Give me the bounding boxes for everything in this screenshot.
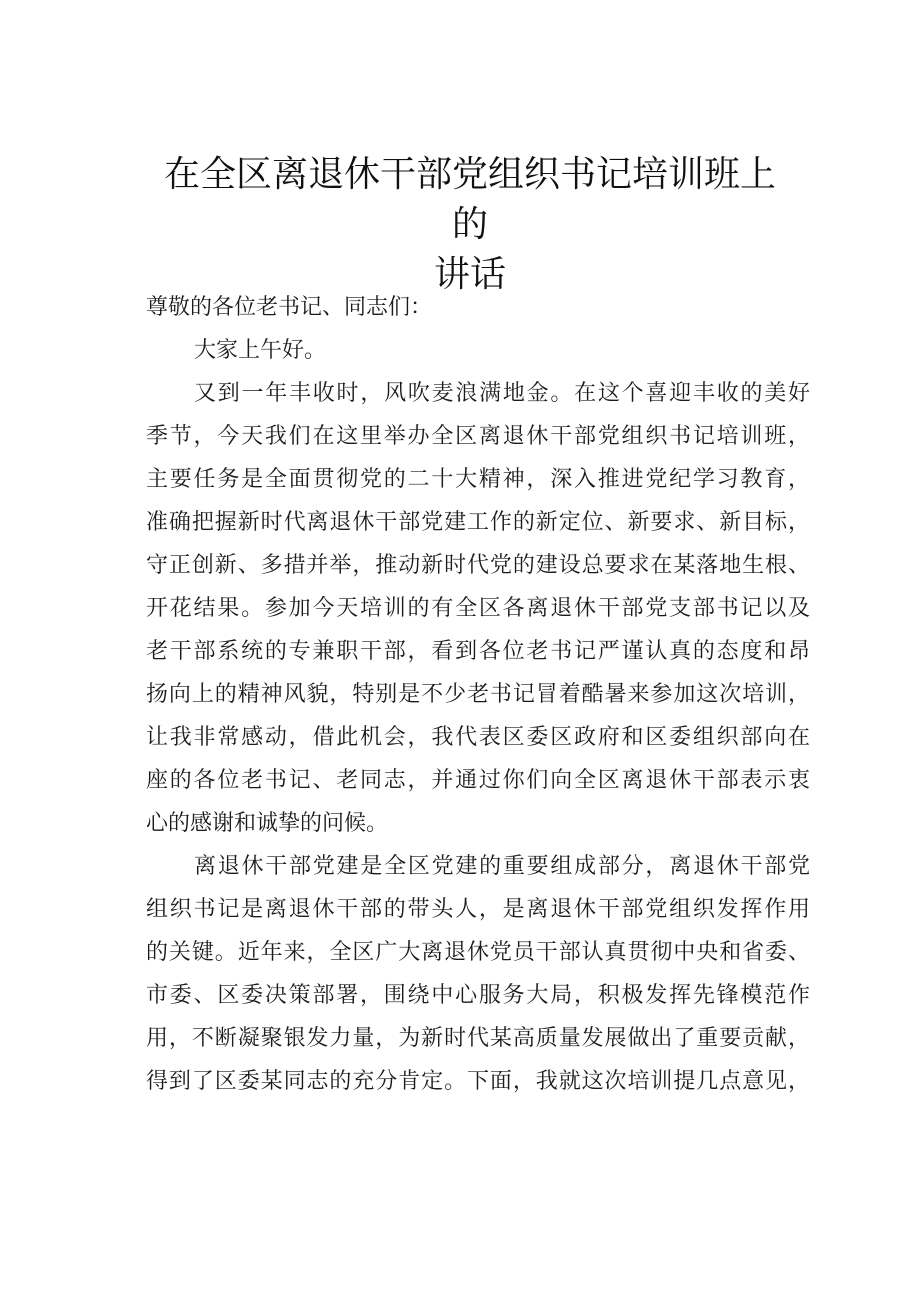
paragraph-1-line: 座的各位老书记、老同志，并通过你们向全区离退休干部表示衷 bbox=[146, 768, 810, 793]
paragraph-1-line: 让我非常感动，借此机会，我代表区委区政府和区委组织部向在 bbox=[146, 725, 810, 750]
greeting: 大家上午好。 bbox=[194, 338, 327, 363]
paragraph-2-line: 离退休干部党建是全区党建的重要组成部分，离退休干部党 bbox=[194, 854, 810, 879]
paragraph-1-line: 准确把握新时代离退休干部党建工作的新定位、新要求、新目标， bbox=[146, 510, 810, 535]
paragraph-2-line: 市委、区委决策部署，围绕中心服务大局，积极发挥先锋模范作 bbox=[146, 983, 810, 1008]
paragraph-1-line: 开花结果。参加今天培训的有全区各离退休干部党支部书记以及 bbox=[146, 596, 810, 621]
title-line-2: 讲话 bbox=[433, 254, 506, 295]
paragraph-1-line: 守正创新、多措并举，推动新时代党的建设总要求在某落地生根、 bbox=[146, 553, 810, 578]
paragraph-1-line: 季节，今天我们在这里举办全区离退休干部党组织书记培训班， bbox=[146, 424, 810, 449]
paragraph-2-line: 用，不断凝聚银发力量，为新时代某高质量发展做出了重要贡献， bbox=[146, 1026, 810, 1051]
paragraph-1-line: 老干部系统的专兼职干部，看到各位老书记严谨认真的态度和昂 bbox=[146, 639, 810, 664]
document-title bbox=[150, 150, 790, 300]
paragraph-2-line: 组织书记是离退休干部的带头人，是离退休干部党组织发挥作用 bbox=[146, 897, 810, 922]
paragraph-2-line: 得到了区委某同志的充分肯定。下面，我就这次培训提几点意见， bbox=[146, 1069, 810, 1094]
paragraph-1-line: 又到一年丰收时，风吹麦浪满地金。在这个喜迎丰收的美好 bbox=[194, 381, 810, 406]
paragraph-1 bbox=[146, 372, 810, 845]
title-line-1: 在全区离退休干部党组织书记培训班上的 bbox=[163, 154, 776, 245]
paragraph-1-line: 心的感谢和诚挚的问候。 bbox=[146, 811, 389, 836]
document-body bbox=[146, 286, 810, 1103]
paragraph-2-line: 的关键。近年来，全区广大离退休党员干部认真贯彻中央和省委、 bbox=[146, 940, 810, 965]
paragraph-1-line: 扬向上的精神风貌，特别是不少老书记冒着酷暑来参加这次培训， bbox=[146, 682, 810, 707]
paragraph-2 bbox=[146, 845, 810, 1103]
salutation: 尊敬的各位老书记、同志们： bbox=[146, 295, 433, 320]
paragraph-1-line: 主要任务是全面贯彻党的二十大精神，深入推进党纪学习教育， bbox=[146, 467, 810, 492]
